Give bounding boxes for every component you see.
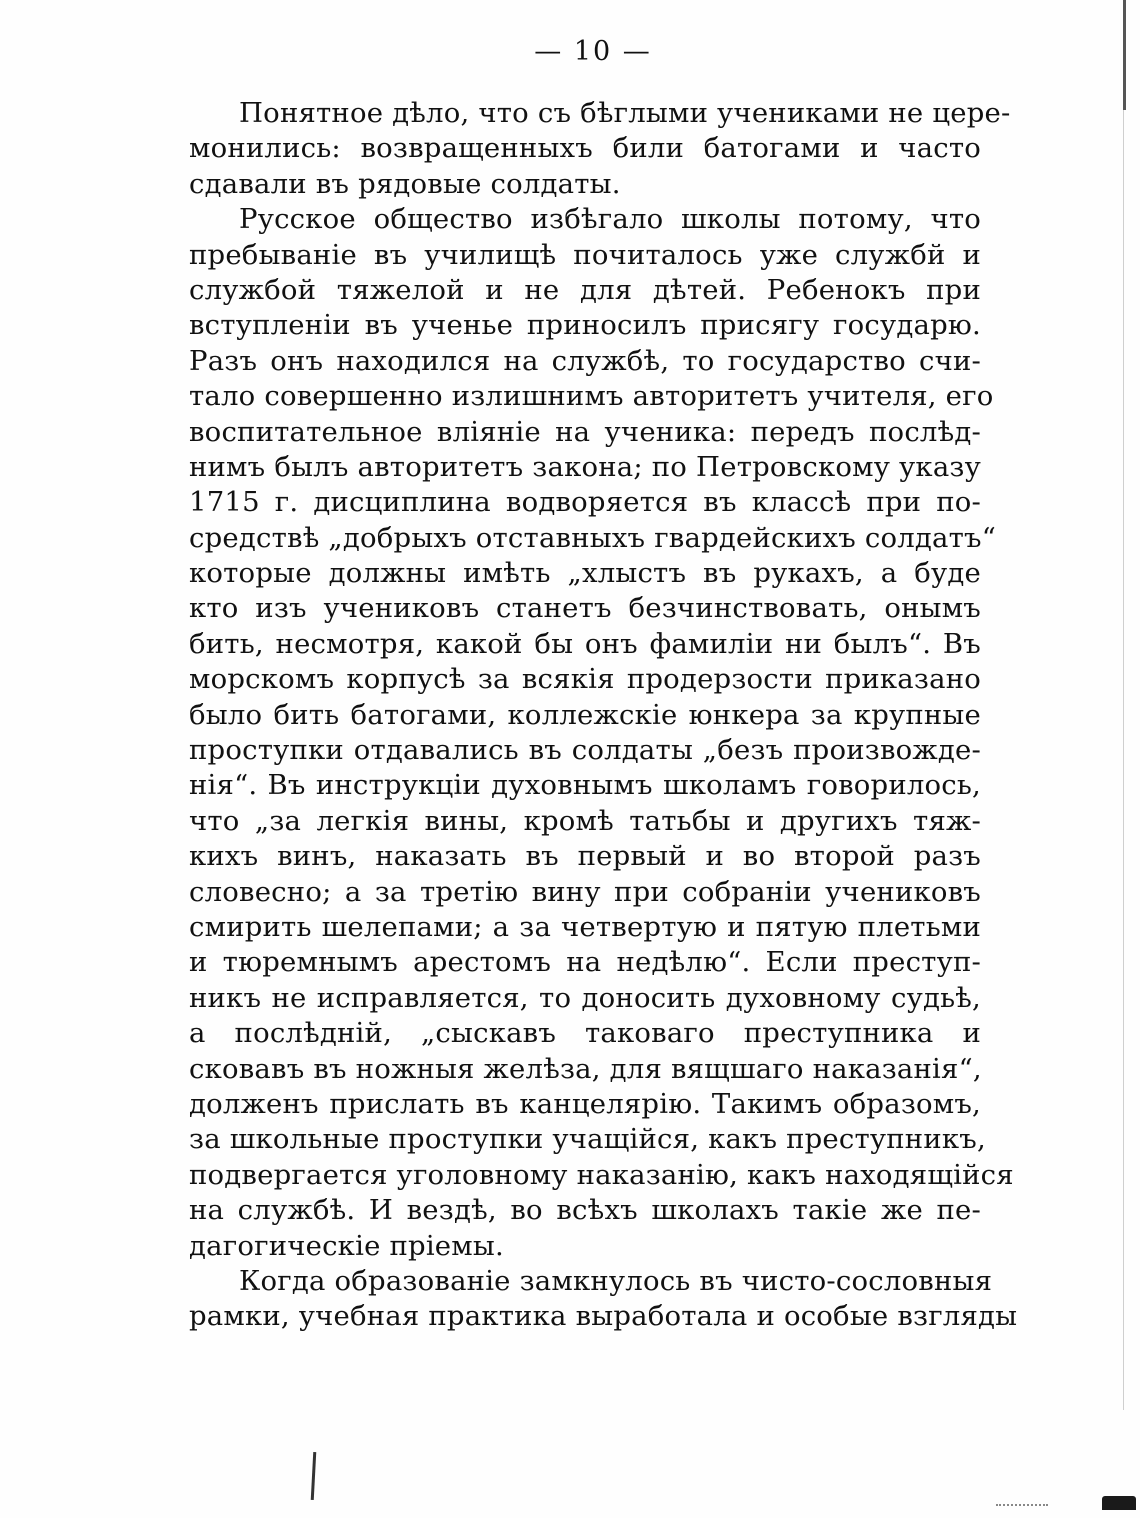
text-line: сдавали въ рядовые солдаты. <box>189 167 621 200</box>
text-line: Русское общество избѣгало школы потому, что <box>239 203 981 236</box>
text-line: смирить шелепами; а за четвертую и пятую плетьми <box>189 910 981 943</box>
text-line: вступленіи въ ученье приносилъ присягу государю. <box>189 309 981 342</box>
text-line: воспитательное вліяніе на ученика: передъ послѣд- <box>189 415 981 448</box>
text-line: никъ не исправляется, то доносить духовному судьѣ, <box>189 981 981 1014</box>
text-line: а послѣдній, „сыскавъ таковаго преступника и <box>189 1017 981 1050</box>
text-line: которые должны имѣть „хлыстъ въ рукахъ, а буде <box>189 557 981 590</box>
text-line: бить, несмотря, какой бы онъ фамиліи ни былъ“. Въ <box>189 627 981 660</box>
text-line: рамки, учебная практика выработала и особые взгляды <box>189 1300 1018 1333</box>
scan-edge-line <box>1123 110 1124 1410</box>
text-line: подвергается уголовному наказанію, какъ находящійся <box>189 1158 1014 1191</box>
text-line: морскомъ корпусѣ за всякія продерзости приказано <box>189 663 981 696</box>
text-line: монились: возвращенныхъ били батогами и часто <box>189 132 981 165</box>
text-line: кихъ винъ, наказать въ первый и во второй разъ <box>189 840 981 873</box>
text-line: средствѣ „добрыхъ отставныхъ гвардейскихъ солдатъ“ <box>189 521 997 554</box>
text-line: за школьные проступки учащійся, какъ преступникъ, <box>189 1123 986 1156</box>
text-line: проступки отдавались въ солдаты „безъ произвожде- <box>189 734 981 767</box>
scan-artifact-mark <box>311 1452 317 1500</box>
text-line: сковавъ въ ножныя желѣза, для вящшаго наказанія“, <box>189 1052 982 1085</box>
text-line: 1715 г. дисциплина водворяется въ классѣ при по- <box>189 486 981 519</box>
text-line: что „за легкія вины, кромѣ татьбы и другихъ тяж- <box>189 804 981 837</box>
text-line: пребываніе въ училищѣ почиталось уже службй и <box>189 238 981 271</box>
text-line: Понятное дѣло, что съ бѣглыми учениками не цере- <box>239 97 1011 129</box>
text-line: службой тяжелой и не для дѣтей. Ребенокъ при <box>189 273 981 306</box>
page-number: — 10 — <box>534 36 652 67</box>
scan-corner-mark <box>1102 1496 1136 1510</box>
text-line: было бить батогами, коллежскіе юнкера за крупные <box>189 698 981 731</box>
text-line: кто изъ учениковъ станетъ безчинствовать, онымъ <box>189 592 981 625</box>
body-text <box>189 96 1018 1335</box>
text-line: Разъ онъ находился на службѣ, то государство счи- <box>189 344 981 377</box>
text-line: тало совершенно излишнимъ авторитетъ учителя, его <box>189 380 994 413</box>
text-line: нія“. Въ инструкціи духовнымъ школамъ говорилось, <box>189 769 981 802</box>
scan-artifact-dots <box>996 1502 1048 1506</box>
text-line: Когда образованіе замкнулось въ чисто-сословныя <box>239 1264 993 1297</box>
text-line: дагогическіе пріемы. <box>189 1229 504 1262</box>
text-line: нимъ былъ авторитетъ закона; по Петровскому указу <box>189 450 981 483</box>
text-line: и тюремнымъ арестомъ на недѣлю“. Если преступ- <box>189 946 981 979</box>
text-line: долженъ прислать въ канцелярію. Такимъ образомъ, <box>189 1087 981 1120</box>
text-line: словесно; а за третію вину при собраніи учениковъ <box>189 875 981 908</box>
text-line: на службѣ. И вездѣ, во всѣхъ школахъ такіе же пе- <box>189 1194 981 1227</box>
